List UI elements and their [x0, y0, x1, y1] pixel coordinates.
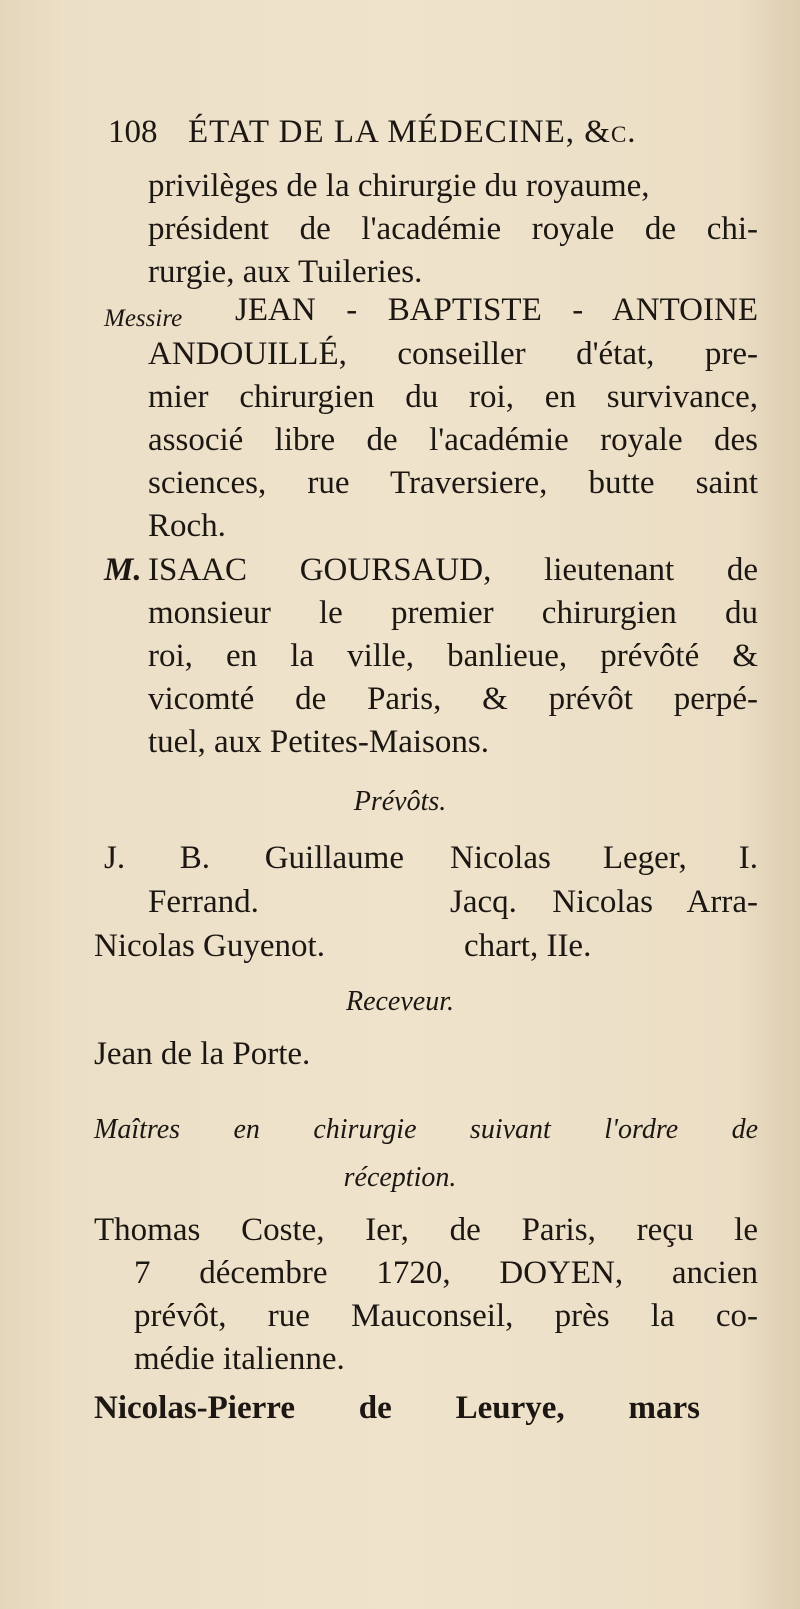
- maitres-heading-line-2: réception.: [343, 1162, 457, 1193]
- entry-3-prefix: M.: [104, 552, 142, 588]
- prevots-right-1: Nicolas Leger, I.: [450, 840, 758, 876]
- entry-2-line-3: mier chirurgien du roi, en survivance,: [148, 379, 758, 415]
- running-title: ÉTAT DE LA MÉDECINE, &c.: [188, 114, 637, 150]
- prevots-left-3: Nicolas Guyenot.: [94, 928, 325, 964]
- prevots-left-1: J. B. Guillaume: [104, 840, 404, 876]
- master-1-line-3: prévôt, rue Mauconseil, près la co-: [134, 1298, 758, 1334]
- entry-2-line-6: Roch.: [148, 508, 226, 544]
- receveur-name: Jean de la Porte.: [94, 1036, 311, 1072]
- entry-1-line-2: président de l'académie royale de chi-: [148, 211, 758, 247]
- entry-3-line-1: ISAAC GOURSAUD, lieutenant de: [148, 552, 758, 588]
- entry-3-line-3: roi, en la ville, banlieue, prévôté &: [148, 638, 758, 674]
- entry-2-prefix: Messire: [104, 305, 183, 332]
- maitres-heading-line-1: Maîtres en chirurgie suivant l'ordre de: [94, 1114, 758, 1145]
- entry-3-line-5: tuel, aux Petites-Maisons.: [148, 724, 489, 760]
- prevots-right-2: Jacq. Nicolas Arra-: [450, 884, 758, 920]
- entry-3-line-4: vicomté de Paris, & prévôt perpé-: [148, 681, 758, 717]
- page-number: 108: [108, 114, 158, 150]
- prevots-left-2: Ferrand.: [148, 884, 259, 920]
- entry-2-line-2: ANDOUILLÉ, conseiller d'état, pre-: [148, 336, 758, 372]
- master-1-line-2: 7 décembre 1720, DOYEN, ancien: [134, 1255, 758, 1291]
- entry-2-line-4: associé libre de l'académie royale des: [148, 422, 758, 458]
- prevots-heading: Prévôts.: [353, 786, 447, 817]
- entry-2-line-5: sciences, rue Traversiere, butte saint: [148, 465, 758, 501]
- master-1-line-1: Thomas Coste, Ier, de Paris, reçu le: [94, 1212, 758, 1248]
- entry-3-line-2: monsieur le premier chirurgien du: [148, 595, 758, 631]
- entry-1-line-3: rurgie, aux Tuileries.: [148, 254, 423, 290]
- master-1-line-4: médie italienne.: [134, 1341, 345, 1377]
- receveur-heading: Receveur.: [345, 986, 455, 1017]
- master-2-line-1: Nicolas-Pierre de Leurye, mars: [94, 1390, 700, 1426]
- entry-1-line-1: privilèges de la chirurgie du royaume,: [148, 168, 650, 204]
- entry-2-line-1: JEAN - BAPTISTE - ANTOINE: [235, 292, 758, 328]
- prevots-right-3: chart, IIe.: [464, 928, 592, 964]
